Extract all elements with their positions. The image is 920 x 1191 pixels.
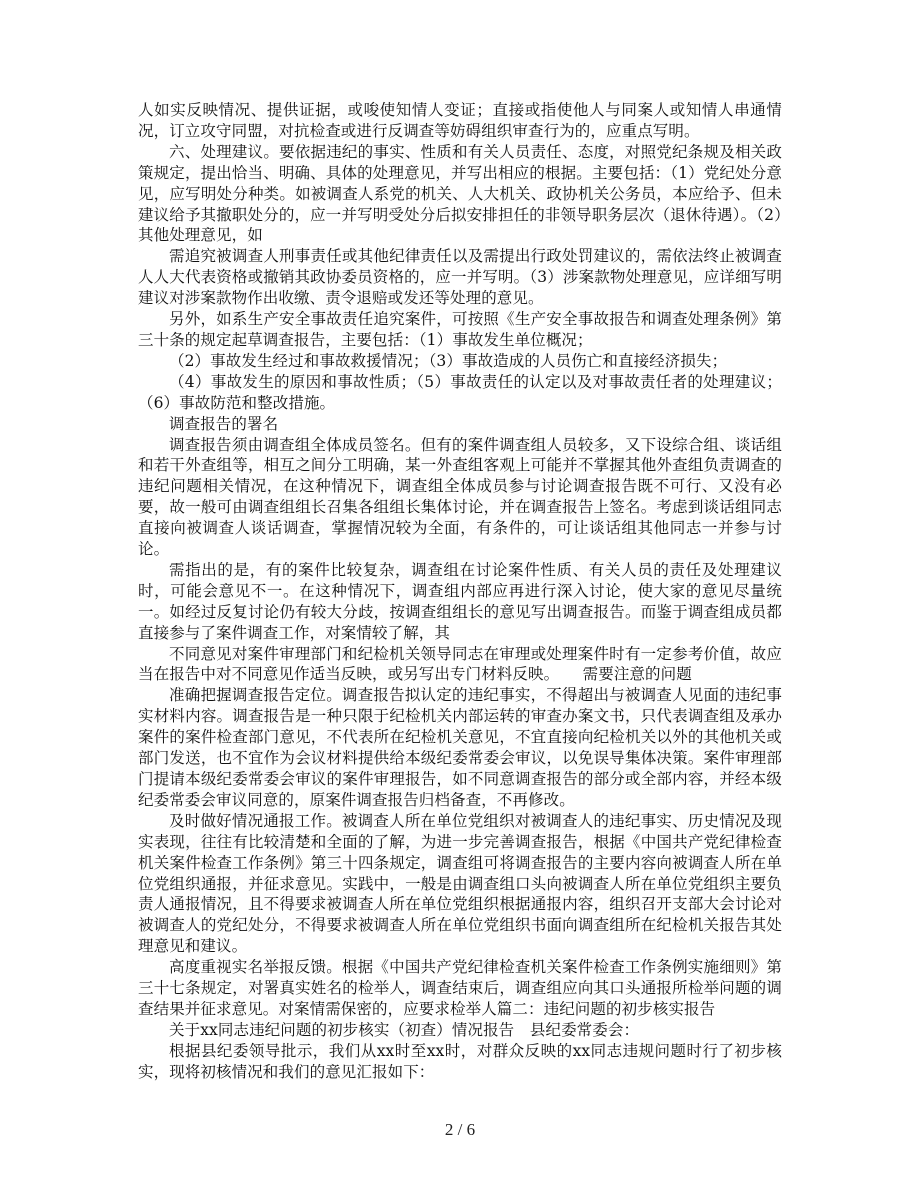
paragraph: 根据县纪委领导批示，我们从xx时至xx时，对群众反映的xx同志违规问题时行了初步核实，现将初核情况和我们的意见汇报如下：: [138, 1041, 782, 1081]
paragraph: 需指出的是，有的案件比较复杂，调查组在讨论案件性质、有关人员的责任及处理建议时，可能会意见不一。在这种情况下，调查组内部应再进行深入讨论，使大家的意见尽量统一。如经过反复讨论仍有较大分歧，按调查组组长的意见写出调查报告。而鉴于调查组成员都直接参与了案件调查工作，对案情较了解，其: [138, 560, 782, 642]
paragraph: （2）事故发生经过和事故救援情况；（3）事故造成的人员伤亡和直接经济损失；: [169, 351, 728, 370]
paragraph: 调查报告须由调查组全体成员签名。但有的案件调查组人员较多，又下设综合组、谈话组和若干外查组等，相互之间分工明确，某一外查组客观上可能并不掌握其他外查组负责调查的违纪问题相关情况，在这种情况下，调查组全体成员参与讨论调查报告既不可行、又没有必要，故一般可由调查组组长召集各组组长集体讨论，并在调查报告上签名。考虑到谈话组同志直接向被调查人谈话调查，掌握情况较为全面，有条件的，可让谈话组其他同志一并参与讨论。: [138, 435, 782, 559]
paragraph: 不同意见对案件审理部门和纪检机关领导同志在审理或处理案件时有一定参考价值，故应当在报告中对不同意见作适当反映，或另写出专门材料反映。 需要注意的问题: [138, 644, 782, 684]
section-heading: 调查报告的署名: [169, 414, 279, 433]
paragraph: 准确把握调查报告定位。调查报告拟认定的违纪事实，不得超出与被调查人见面的违纪事实材料内容。调查报告是一种只限于纪检机关内部运转的审查办案文书，只代表调查组及承办案件的案件检查部门意见，不代表所在纪检机关意见，不宜直接向纪检机关以外的其他机关或部门发送，也不宜作为会议材料提供给本级纪委常委会审议，以免误导集体决策。案件审理部门提请本级纪委常委会审议的案件审理报告，如不同意调查报告的部分或全部内容，并经本级纪委常委会审议同意的，原案件调查报告归档备查，不再修改。: [138, 686, 782, 809]
document-body: [138, 100, 782, 1083]
paragraph: 另外，如系生产安全事故责任追究案件，可按照《生产安全事故报告和调查处理条例》第三十条的规定起草调查报告，主要包括：（1）事故发生单位概况；: [138, 310, 782, 349]
paragraph: （4）事故发生的原因和事故性质；（5）事故责任的认定以及对事故责任者的处理建议；（6）事故防范和整改措施。: [138, 372, 782, 412]
paragraph: 关于xx同志违纪问题的初步核实（初查）情况报告 县纪委常委会：: [169, 1020, 640, 1039]
paragraph: 人如实反映情况、提供证据，或唆使知情人变证；直接或指使他人与同案人或知情人串通情况，订立攻守同盟，对抗检查或进行反调查等妨碍组织审查行为的，应重点写明。: [138, 101, 782, 140]
paragraph: 六、处理建议。要依据违纪的事实、性质和有关人员责任、态度，对照党纪条规及相关政策规定，提出恰当、明确、具体的处理意见，并写出相应的根据。主要包括：（1）党纪处分意见，应写明处分种类。如被调查人系党的机关、人大机关、政协机关公务员，本应给予、但未建议给予其撤职处分的，应一并写明受处分后拟安排担任的非领导职务层次（退休待遇）。（2）其他处理意见，如: [138, 142, 782, 245]
paragraph: 高度重视实名举报反馈。根据《中国共产党纪律检查机关案件检查工作条例实施细则》第三十七条规定，对署真实姓名的检举人，调查结束后，调查组应向其口头通报所检举问题的调查结果并征求意见。对案情需保密的，应要求检举人篇二：违纪问题的初步核实报告: [138, 958, 782, 1018]
page-number: 2 / 6: [444, 1120, 476, 1139]
paragraph: 需追究被调查人刑事责任或其他纪律责任以及需提出行政处罚建议的，需依法终止被调查人人大代表资格或撤销其政协委员资格的，应一并写明。（3）涉案款物处理意见，应详细写明建议对涉案款物作出收缴、责令退赔或发还等处理的意见。: [138, 247, 782, 308]
paragraph: 及时做好情况通报工作。被调查人所在单位党组织对被调查人的违纪事实、历史情况及现实表现，往往有比较清楚和全面的了解，为进一步完善调查报告，根据《中国共产党纪律检查机关案件检查工作条例》第三十四条规定，调查组可将调查报告的主要内容向被调查人所在单位党组织通报，并征求意见。实践中，一般是由调查组口头向被调查人所在单位党组织主要负责人通报情况，且不得要求被调查人所在单位党组织根据通报内容，组织召开支部大会讨论对被调查人的党纪处分，不得要求被调查人所在单位党组织书面向调查组所在纪检机关报告其处理意见和建议。: [138, 811, 782, 956]
